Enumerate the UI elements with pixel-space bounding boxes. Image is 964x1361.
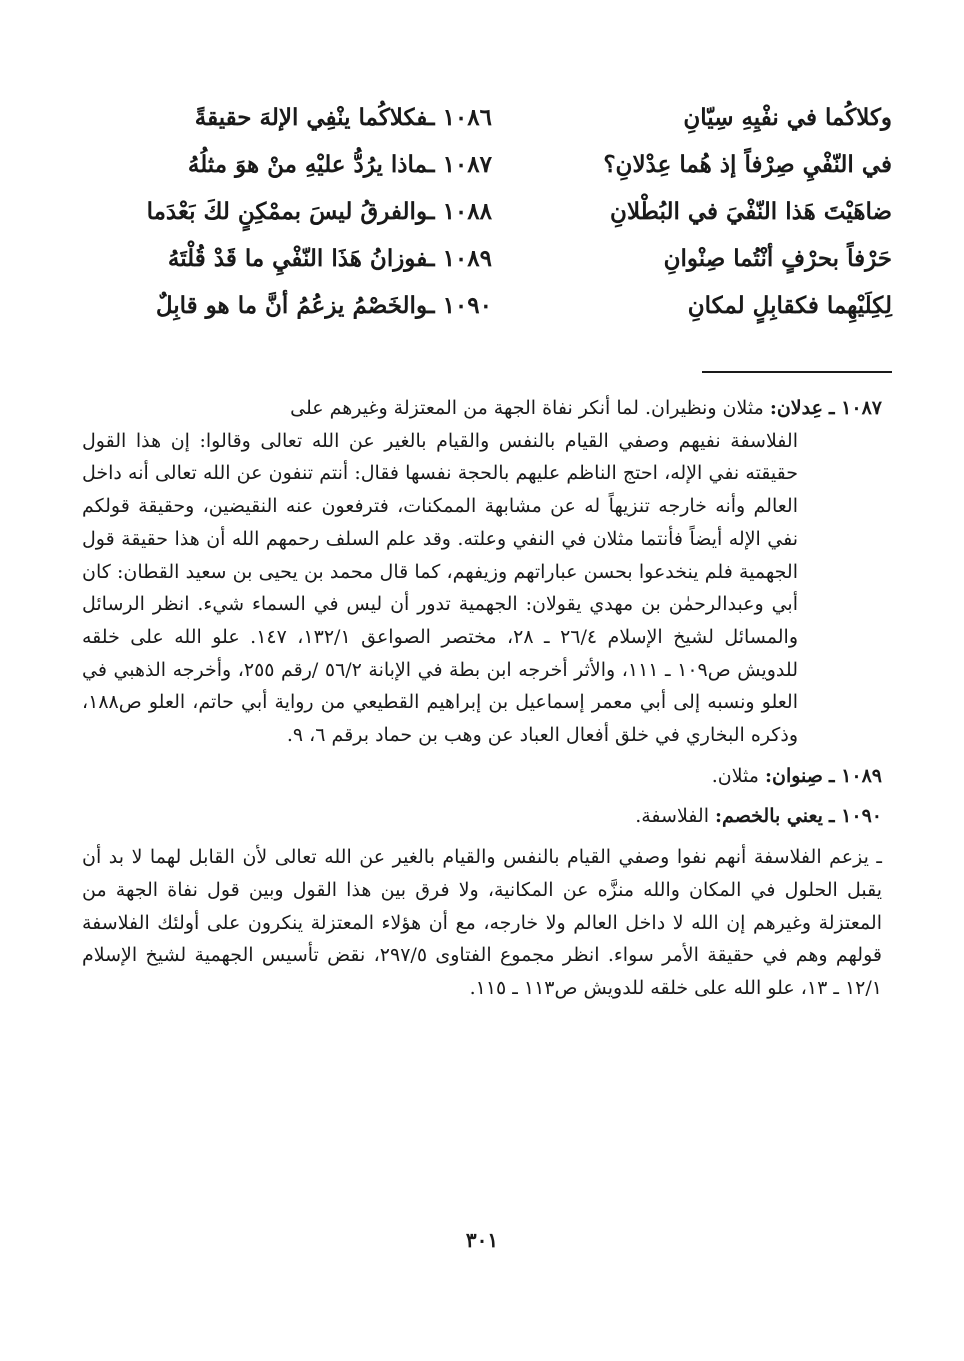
verse-second-hemistich: ضاهَيْتَ هَذا النّفْيَ في البُطْلانِ <box>610 198 892 225</box>
verse-first-hemistich <box>72 292 492 319</box>
verse-number: ١٠٨٦ ـ <box>427 104 492 131</box>
verse-second-hemistich: وكلاكُما في نفْيِهِ سِيّانِ <box>683 104 892 131</box>
footnote-keyword: صِنوان: <box>765 764 823 787</box>
footnote-extra: ـ يزعم الفلاسفة أنهم نفوا وصفي القيام بالنفس والقيام بالغير عن الله تعالى لأن القابل لهما لا بد أن يقبل الحلول في المكان والله منزَّه عن المكانية، ولا فرق بين هذا القول وبين قول نفاة الجهة من المعتزلة وغيرهم إن الله لا داخل العالم ولا خارجه، مع أن هؤلاء المعتزلة ينكرون على أولئك الفلاسفة قولهم وهم في حقيقة الأمر سواء. انظر مجموع الفتاوى ٢٩٧/٥، نقض تأسيس الجهمية لشيخ الإسلام ١٢/١ ـ ١٣، علو الله على خلقه للدويش ص١١٣ ـ ١١٥. <box>82 846 882 999</box>
footnote <box>82 800 882 833</box>
verse-number: ١٠٩٠ ـ <box>427 292 492 319</box>
verse-line <box>72 292 892 339</box>
verse-first-hemistich <box>72 151 492 178</box>
verse-first-text: ماذا يرُدُّ عليْهِ منْ هوَ مثلُهُ <box>187 151 428 178</box>
verse-line <box>72 104 892 151</box>
verse-line <box>72 151 892 198</box>
footnote-keyword: يعني بالخصم: <box>715 805 823 828</box>
verse-first-text: والفرقُ ليسَ بممْكِنٍ لكَ بَعْدَما <box>146 198 428 225</box>
footnote-number: ١٠٨٩ ـ <box>828 764 882 787</box>
verse-first-hemistich <box>72 198 492 225</box>
footnote <box>82 760 882 793</box>
verse-first-text: فكلاكُما ينْفِي الإلهَ حقيقةً <box>194 104 428 131</box>
footnote-divider <box>702 371 892 373</box>
verse-first-text: فوزانُ هَذَا النّفْيِ ما قَدْ قُلْتَهُ <box>167 245 428 272</box>
footnote <box>82 392 882 752</box>
footnote-number: ١٠٨٧ ـ <box>828 397 882 419</box>
verses-block <box>72 104 892 339</box>
footnote-keyword: عِدلان: <box>769 397 823 419</box>
verse-number: ١٠٨٧ ـ <box>427 151 492 178</box>
footnote-number: ١٠٩٠ ـ <box>828 805 882 828</box>
page-number: ٣٠١ <box>465 1228 499 1252</box>
verse-first-hemistich <box>72 245 492 272</box>
verse-line <box>72 245 892 292</box>
footnotes <box>82 392 882 1005</box>
verse-number: ١٠٨٩ ـ <box>427 245 492 272</box>
verse-line <box>72 198 892 245</box>
verse-second-hemistich: في النّفْيِ صِرْفاً إذ هُما عِدْلانِ؟ <box>603 151 892 178</box>
verse-number: ١٠٨٨ ـ <box>427 198 492 225</box>
footnote-body: الفلاسفة نفيهم وصفي القيام بالنفس والقيام بالغير عن الله تعالى وقالوا: إن هذا القول حقيقته نفي الإله، احتج الناظم عليهم بالحجة نفسها فقال: أنتم تنفون عن الله تعالى أنه داخل العالم وأنه خارجه تنزيهاً له عن مشابهة الممكنات، فترفعون عنه النقيضين، وحقيقة قولكم نفي الإله أيضاً فأنتما مثلان في النفي وعلته. وقد علم السلف رحمهم الله أن هذا حقيقة قول الجهمية فلم ينخدعوا بحسن عباراتهم وزيفهم، كما قال محمد بن يحيى بن سعيد القطان: كان أبي وعبدالرحمٰن بن مهدي يقولان: الجهمية تدور أن ليس في السماء شيء. انظر الرسائل والمسائل لشيخ الإسلام ٢٦/٤ ـ ٢٨، مختصر الصواعق ١٣٢/١، ١٤٧. علو الله على خلقه للدويش ص١٠٩ ـ ١١١، والأثر أخرجه ابن بطة في الإبانة ٥٦/٢ /رقم ٢٥٥، وأخرجه الذهبي في العلو ونسبه إلى أبي معمر إسماعيل بن إبراهيم القطيعي من رواية أبي حاتم، العلو ص١٨٨، وذكره البخاري في خلق أفعال العباد عن وهب بن حماد برقم ٦، ٩. <box>82 429 799 747</box>
footnote-first-line: مثلان ونظيران. لما أنكر نفاة الجهة من المعتزلة وغيرهم على <box>290 397 764 419</box>
verse-first-hemistich <box>72 104 492 131</box>
verse-second-hemistich: لِكِلَيْهِما فكقابِلٍ لمكانِ <box>687 292 892 319</box>
verse-first-text: والخَصْمُ يزعُمُ أنَّ ما هو قابِلٌ <box>155 292 428 319</box>
footnote-first-line: مثلان. <box>711 764 759 787</box>
footnote-first-line: الفلاسفة. <box>635 805 709 828</box>
verse-second-hemistich: حَرْفاً بحرْفٍ أنْتُما صِنْوانِ <box>663 245 892 272</box>
